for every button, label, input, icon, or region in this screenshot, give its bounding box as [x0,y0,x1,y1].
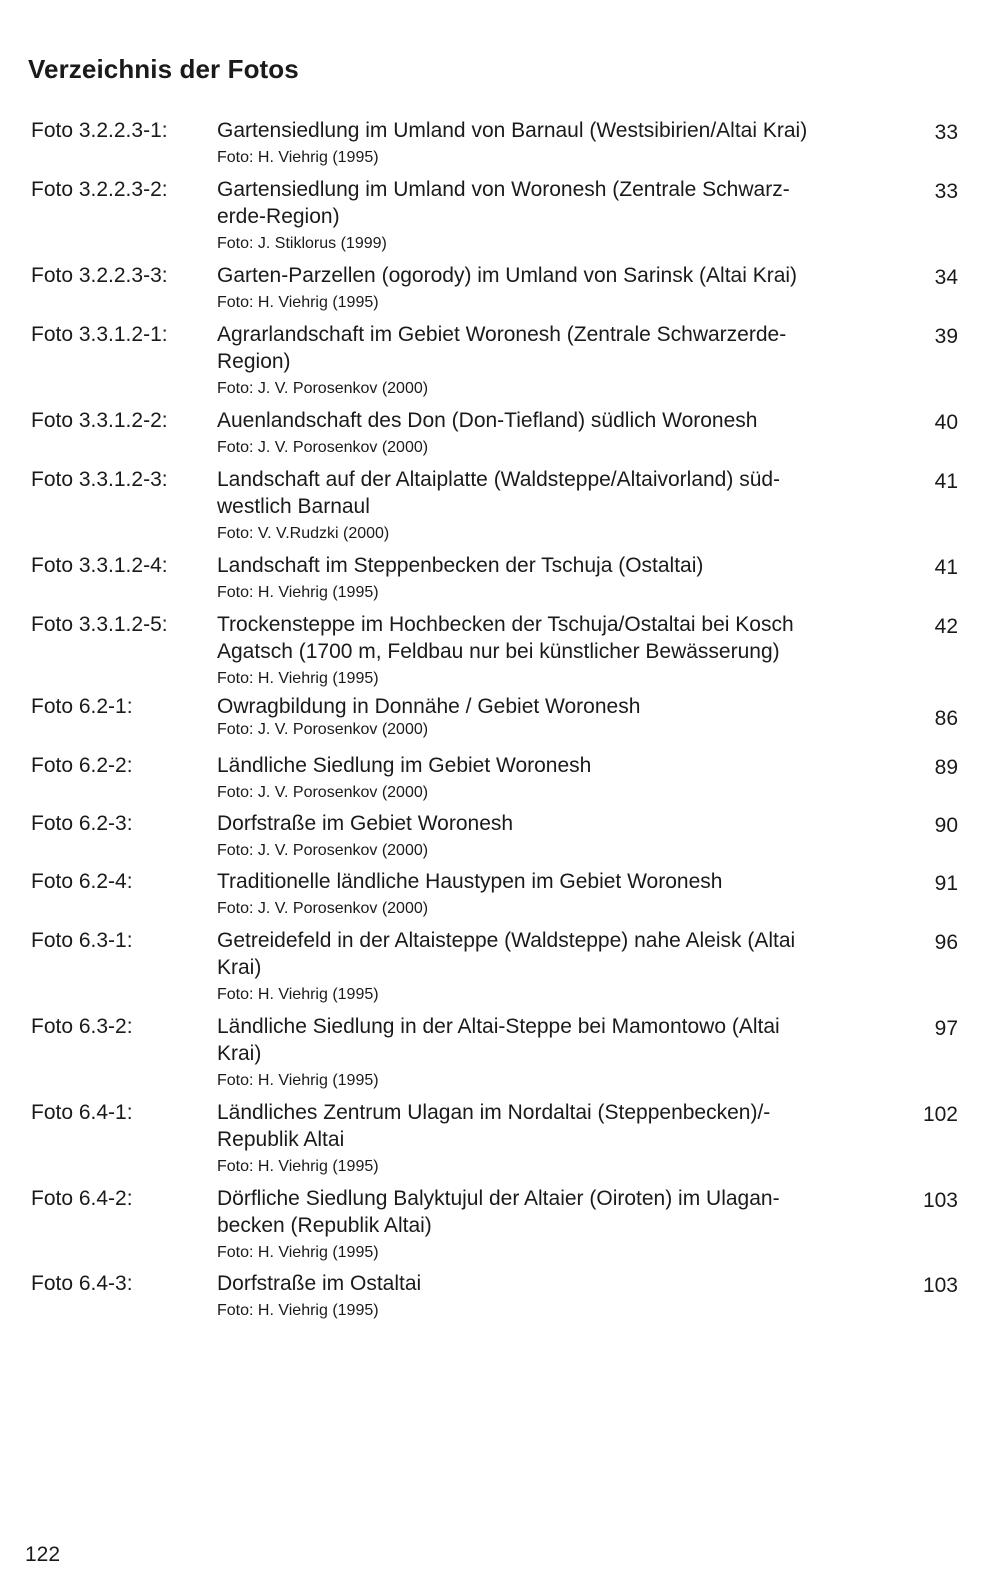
photo-label: Foto 6.2-1: [31,695,133,718]
photo-credit: Foto: H. Viehrig (1995) [217,670,379,687]
photo-caption [217,552,885,603]
caption-text: Landschaft im Steppenbecken der Tschuja (Ostaltai) [217,554,704,577]
photo-label: Foto 6.3-1: [31,929,133,952]
photo-caption [217,117,885,168]
photo-credit: Foto: H. Viehrig (1995) [217,1244,379,1261]
page-reference: 103 [922,1274,958,1297]
caption-text: Trockensteppe im Hochbecken der Tschuja/Ostaltai bei Kosch Agatsch (1700 m, Feldbau nur bei künstlicher Bewässerung) [217,613,794,663]
caption-text: Agrarlandschaft im Gebiet Woronesh (Zentrale Schwarzerde- Region) [217,323,787,373]
photo-caption [217,466,885,544]
caption-text: Gartensiedlung im Umland von Barnaul (Westsibirien/Altai Krai) [217,119,808,142]
page-number: 122 [25,1543,61,1566]
photo-credit: Foto: H. Viehrig (1995) [217,584,379,601]
photo-caption [217,407,885,458]
photo-label: Foto 6.2-4: [31,870,133,893]
photo-label: Foto 3.3.1.2-2: [31,409,168,432]
caption-text: Getreidefeld in der Altaisteppe (Waldsteppe) nahe Aleisk (Altai Krai) [217,929,796,979]
page-reference: 102 [922,1103,958,1126]
photo-credit: Foto: V. V.Rudzki (2000) [217,525,390,542]
photo-credit: Foto: H. Viehrig (1995) [217,986,379,1003]
photo-caption [217,693,885,740]
page-reference: 91 [934,872,958,895]
photo-label: Foto 6.4-3: [31,1272,133,1295]
photo-caption [217,1099,885,1177]
photo-label: Foto 3.3.1.2-1: [31,323,168,346]
photo-label: Foto 3.2.2.3-2: [31,178,168,201]
caption-text: Dorfstraße im Ostaltai [217,1272,422,1295]
page-reference: 33 [934,180,958,203]
photo-label: Foto 3.3.1.2-3: [31,468,168,491]
photo-caption [217,176,885,254]
photo-label: Foto 3.3.1.2-4: [31,554,168,577]
photo-caption [217,927,885,1005]
page-reference: 39 [934,325,958,348]
photo-credit: Foto: J. V. Porosenkov (2000) [217,721,429,738]
caption-text: Dorfstraße im Gebiet Woronesh [217,812,514,835]
caption-text: Ländliche Siedlung in der Altai-Steppe bei Mamontowo (Altai Krai) [217,1015,780,1065]
page-reference: 34 [934,266,958,289]
photo-credit: Foto: J. V. Porosenkov (2000) [217,842,429,859]
photo-label: Foto 6.3-2: [31,1015,133,1038]
page-title: Verzeichnis der Fotos [28,54,299,84]
caption-text: Traditionelle ländliche Haustypen im Gebiet Woronesh [217,870,723,893]
caption-text: Gartensiedlung im Umland von Woronesh (Zentrale Schwarz- erde-Region) [217,178,790,228]
photo-credit: Foto: H. Viehrig (1995) [217,294,379,311]
photo-label: Foto 3.2.2.3-3: [31,264,168,287]
caption-text: Landschaft auf der Altaiplatte (Waldsteppe/Altaivorland) süd- westlich Barnaul [217,468,781,518]
photo-caption [217,868,885,919]
photo-caption [217,1270,885,1321]
photo-label: Foto 6.4-2: [31,1187,133,1210]
page-reference: 33 [934,121,958,144]
caption-text: Garten-Parzellen (ogorody) im Umland von Sarinsk (Altai Krai) [217,264,798,287]
photo-caption [217,810,885,861]
caption-text: Ländliches Zentrum Ulagan im Nordaltai (Steppenbecken)/- Republik Altai [217,1101,771,1151]
page-reference: 42 [934,615,958,638]
photo-credit: Foto: H. Viehrig (1995) [217,149,379,166]
caption-text: Auenlandschaft des Don (Don-Tiefland) südlich Woronesh [217,409,758,432]
photo-caption [217,321,885,399]
photo-label: Foto 6.4-1: [31,1101,133,1124]
photo-label: Foto 3.3.1.2-5: [31,613,168,636]
page-reference: 103 [922,1189,958,1212]
page-reference: 41 [934,556,958,579]
page-reference: 97 [934,1017,958,1040]
photo-caption [217,611,885,689]
photo-caption [217,1185,885,1263]
page-reference: 89 [934,756,958,779]
photo-caption [217,752,885,803]
page-reference: 90 [934,814,958,837]
photo-credit: Foto: J. V. Porosenkov (2000) [217,439,429,456]
photo-label: Foto 6.2-3: [31,812,133,835]
photo-caption [217,262,885,313]
photo-credit: Foto: H. Viehrig (1995) [217,1158,379,1175]
photo-caption [217,1013,885,1091]
page-reference: 96 [934,931,958,954]
page-reference: 86 [934,707,958,730]
caption-text: Dörfliche Siedlung Balyktujul der Altaier (Oiroten) im Ulagan- becken (Republik Altai) [217,1187,780,1237]
photo-credit: Foto: H. Viehrig (1995) [217,1302,379,1319]
photo-label: Foto 6.2-2: [31,754,133,777]
photo-credit: Foto: J. V. Porosenkov (2000) [217,380,429,397]
page-reference: 40 [934,411,958,434]
photo-credit: Foto: J. V. Porosenkov (2000) [217,784,429,801]
photo-credit: Foto: J. Stiklorus (1999) [217,235,387,252]
page-reference: 41 [934,470,958,493]
caption-text: Ländliche Siedlung im Gebiet Woronesh [217,754,592,777]
photo-credit: Foto: J. V. Porosenkov (2000) [217,900,429,917]
caption-text: Owragbildung in Donnähe / Gebiet Woronesh [217,695,641,718]
photo-label: Foto 3.2.2.3-1: [31,119,168,142]
photo-credit: Foto: H. Viehrig (1995) [217,1072,379,1089]
